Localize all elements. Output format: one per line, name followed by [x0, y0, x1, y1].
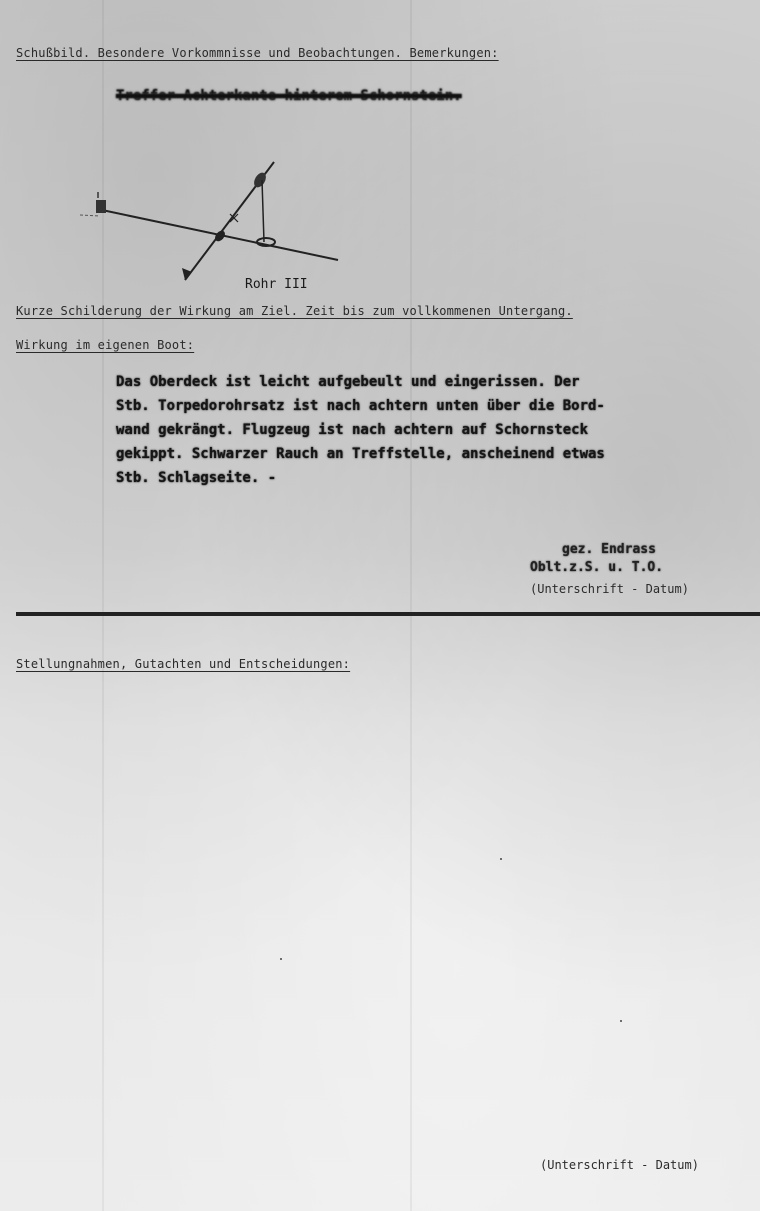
section-heading-effect-own-boat: Wirkung im eigenen Boot: — [16, 338, 195, 352]
paper-speck — [280, 958, 282, 960]
paper-speck — [500, 858, 502, 860]
section-divider — [16, 612, 760, 616]
section-heading-observations: Schußbild. Besondere Vorkommnisse und Beobachtungen. Bemerkungen: — [16, 46, 499, 60]
diagram-boat-mark — [96, 200, 106, 213]
torpedo-track-diagram — [60, 150, 360, 300]
report-line: Stb. Schlagseite. - — [116, 470, 277, 486]
diagram-dashed-line — [80, 215, 100, 216]
section-heading-effect-target: Kurze Schilderung der Wirkung am Ziel. Zeit bis zum vollkommenen Untergang. — [16, 304, 573, 318]
paper-speck — [620, 1020, 622, 1022]
signature-caption: (Unterschrift - Datum) — [530, 582, 689, 596]
signature-rank: Oblt.z.S. u. T.O. — [530, 560, 664, 575]
report-line: Stb. Torpedorohrsatz ist nach achtern unten über die Bord- — [116, 398, 605, 414]
report-line: Das Oberdeck ist leicht aufgebeult und eingerissen. Der — [116, 374, 580, 390]
diagram-vertical-line — [262, 180, 264, 242]
report-line: gekippt. Schwarzer Rauch an Treffstelle, anscheinend etwas — [116, 446, 605, 462]
diagram-label: Rohr III — [245, 277, 308, 292]
struck-typed-line: Treffer Achterkante hinterem Schornstein. — [116, 88, 462, 104]
report-line: wand gekrängt. Flugzeug ist nach achtern auf Schornsteck — [116, 422, 589, 438]
signature-name: gez. Endrass — [562, 542, 656, 557]
report-paragraph — [116, 370, 736, 490]
footer-signature-caption: (Unterschrift - Datum) — [540, 1158, 699, 1172]
section-heading-statements: Stellungnahmen, Gutachten und Entscheidungen: — [16, 657, 351, 671]
paper-fold — [410, 0, 412, 1211]
